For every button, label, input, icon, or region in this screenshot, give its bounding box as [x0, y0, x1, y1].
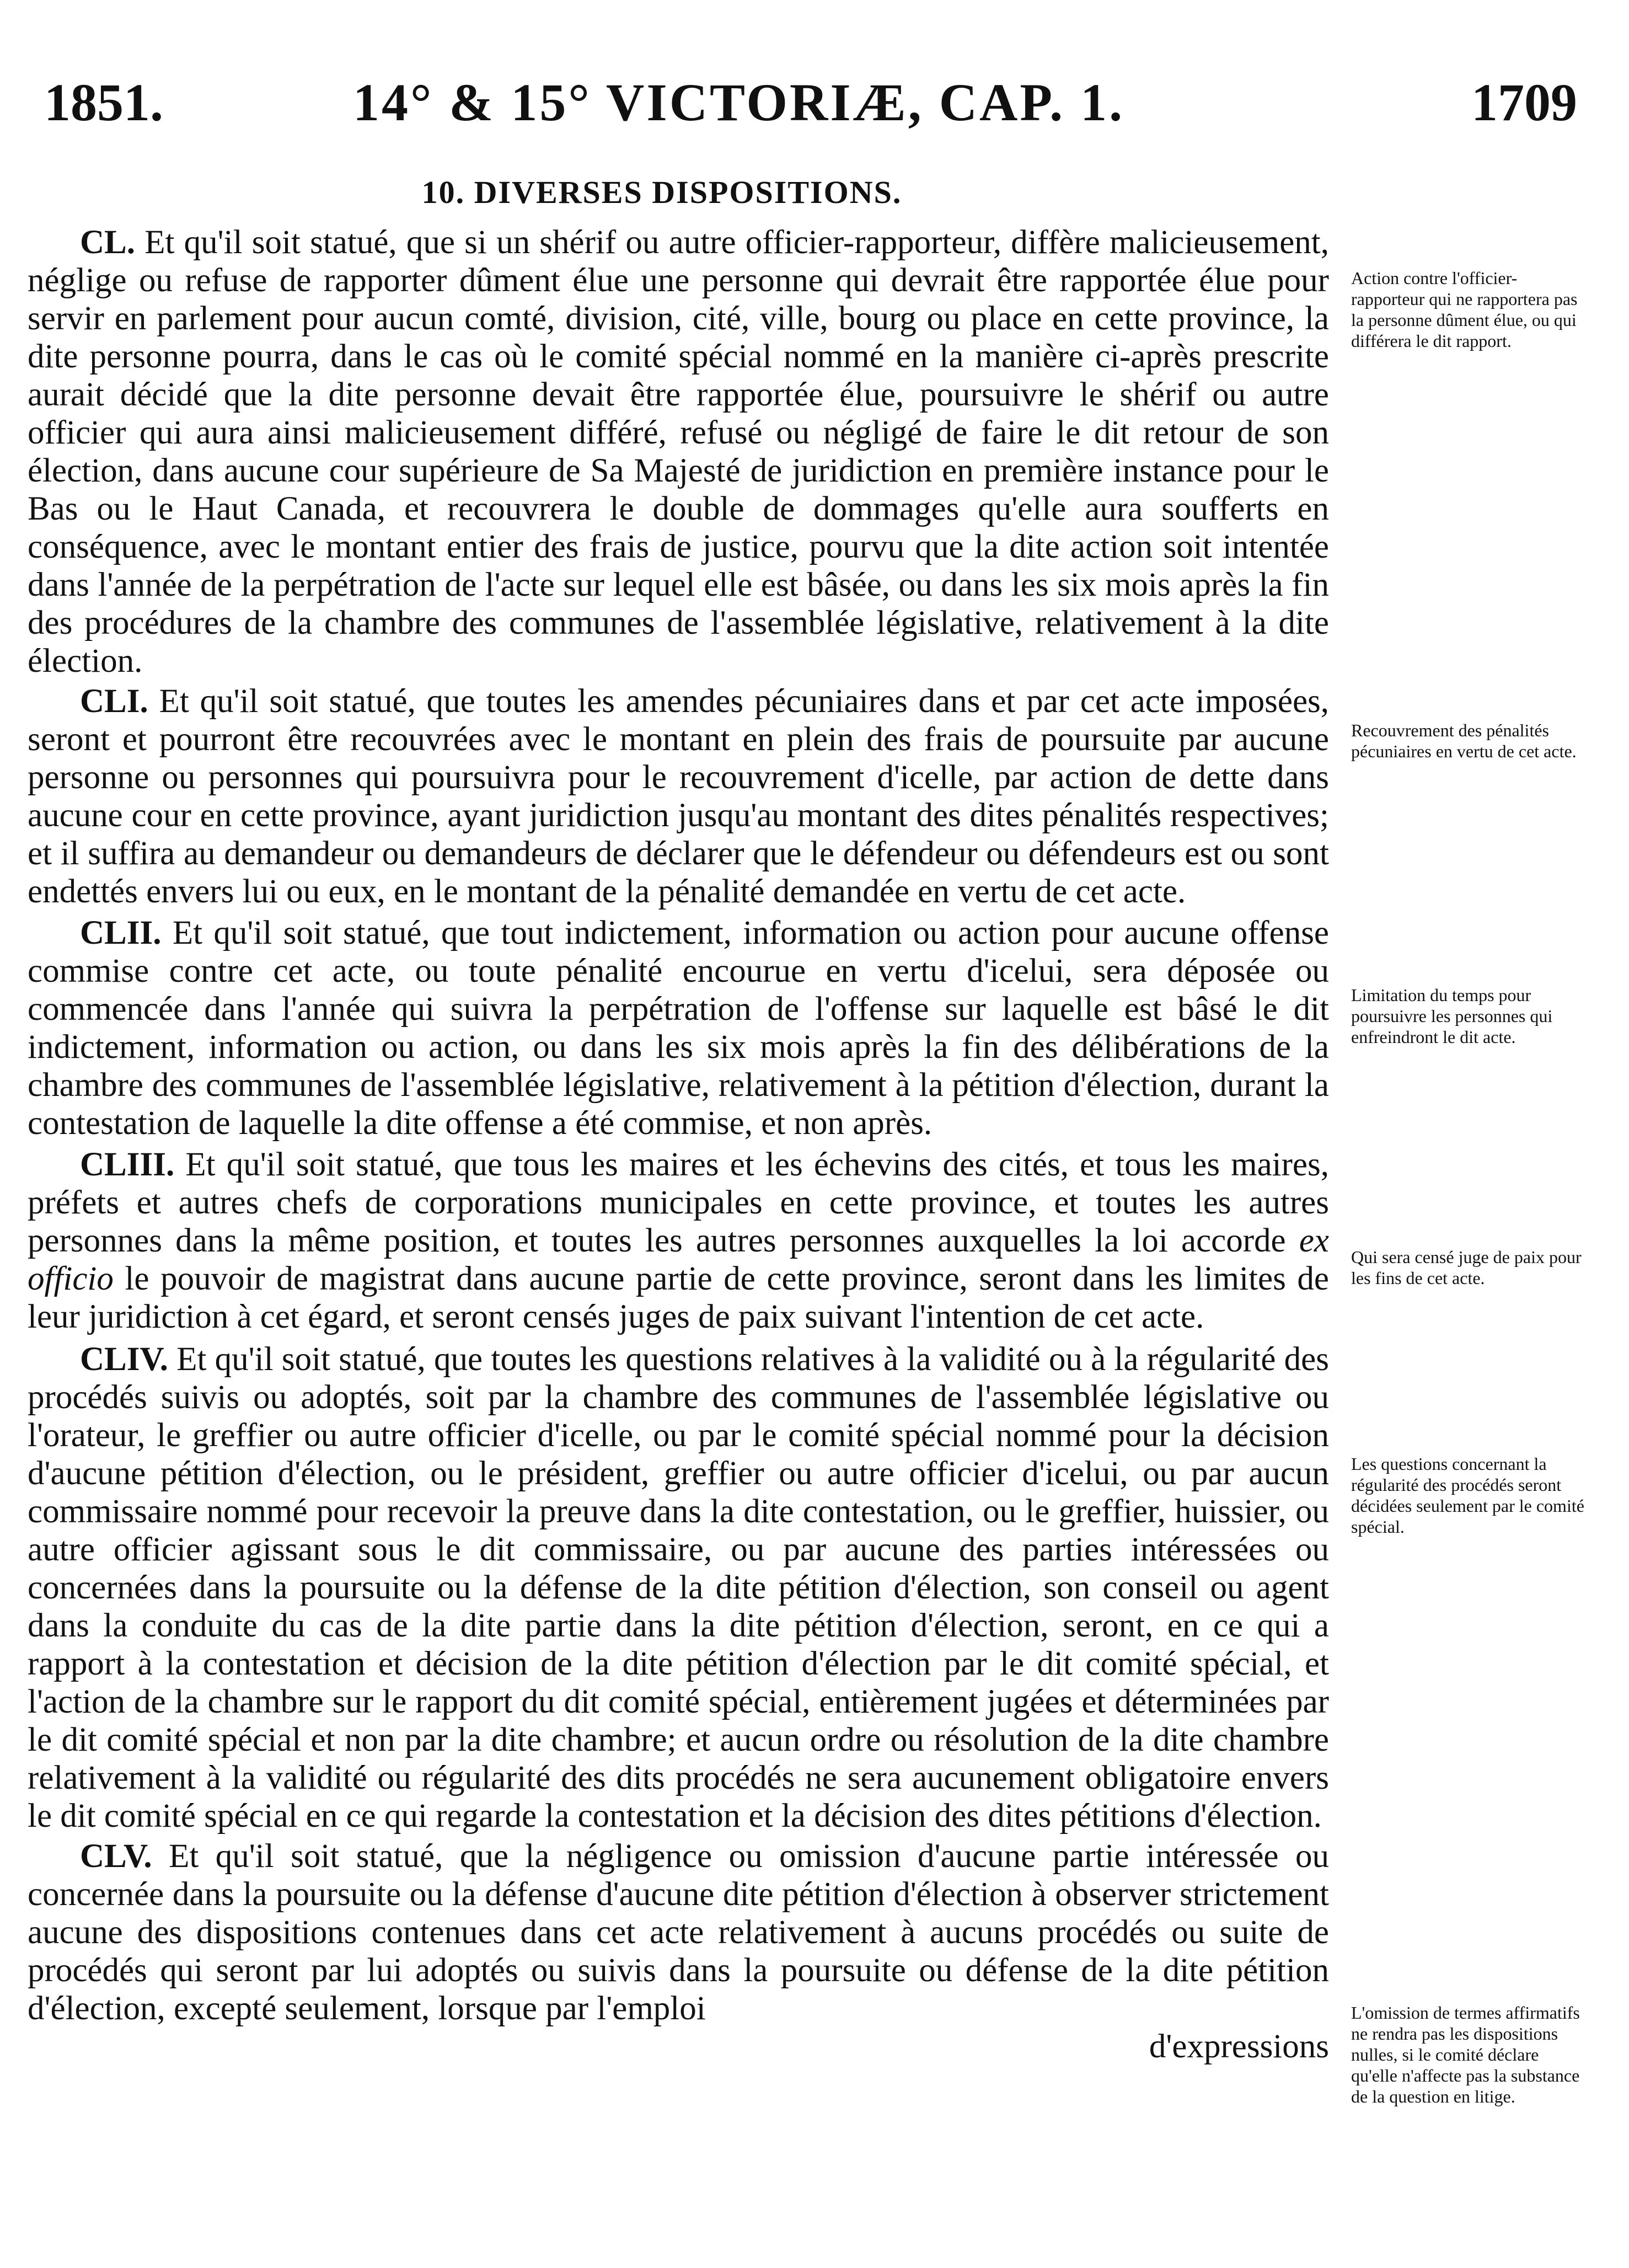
- paragraph-cli: [28, 682, 1329, 911]
- paragraph-text: Et qu'il soit statué, que la négligence ou omission d'aucune partie intéressée ou concernée dans la poursuite ou la défense d'aucune dite pétition d'élection à observer strictement aucune des dispositions contenues dans cet acte relativement à aucuns procédés ou suite de procédés qui seront par lui adoptés ou suivis dans la poursuite ou défense de la dite pétition d'élection, excepté seulement, lorsque par l'emploi: [28, 1838, 1329, 2027]
- header-year: 1851.: [44, 73, 163, 132]
- margin-notes: [1351, 0, 1588, 2268]
- margin-note: Limitation du temps pour poursuivre les personnes qui enfreindront le dit acte.: [1351, 985, 1553, 1047]
- paragraph-clii: [28, 914, 1329, 1142]
- margin-note: Les questions concernant la régularité des procédés seront décidées seulement par le comité spécial.: [1351, 1454, 1584, 1537]
- paragraph-number: CLIV.: [80, 1341, 168, 1378]
- paragraph-text: Et qu'il soit statué, que toutes les questions relatives à la validité ou à la régularité des procédés suivis ou adoptés, soit par la chambre des communes de l'assemblée législative ou l'orateur, le greffier ou autre officier d'icelle, ou par le comité spécial nommé pour la décision d'aucune pétition d'élection, ou le président, greffier ou autre officier d'icelui, ou par aucun commissaire nommé pour recevoir la preuve dans la dite contestation, ou le greffier, huissier, ou autre officier agissant sous le dit commissaire, ou par aucune des parties intéressées ou concernées dans la poursuite ou la défense de la dite pétition d'élection, son conseil ou agent dans la conduite du cas de la dite partie dans la dite pétition d'élection, seront, en ce qui a rapport à la contestation et décision de la dite pétition d'élection par le dit comité spécial, et l'action de la chambre sur le rapport du dit comité spécial, entièrement jugées et déterminées par le dit comité spécial et non par la dite chambre; et aucun ordre ou résolution de la dite chambre relativement à la validité ou régularité des dits procédés ne sera aucunement obligatoire envers le dit comité spécial en ce qui regarde la contestation et la décision des dites pétitions d'élection.: [28, 1341, 1330, 1834]
- margin-note: Qui sera censé juge de paix pour les fins de cet acte.: [1351, 1247, 1582, 1288]
- page-number: 1709: [1471, 73, 1577, 132]
- paragraph-number: CLV.: [80, 1838, 152, 1875]
- paragraph-text: Et qu'il soit statué, que toutes les amendes pécuniaires dans et par cet acte imposées, seront et pourront être recouvrées avec le montant en plein des frais de poursuite par aucune personne ou personnes qui poursuivra pour le recouvrement d'icelle, par action de dette dans aucune cour en cette province, ayant juridiction jusqu'au montant des dites pénalités respectives; et il suffira au demandeur ou demandeurs de déclarer que le défendeur ou défendeurs est ou sont endettés envers lui ou eux, en le montant de la pénalité demandée en vertu de cet acte.: [28, 683, 1330, 910]
- paragraph-text: Et qu'il soit statué, que si un shérif ou autre officier-rapporteur, diffère malicieusement, néglige ou refuse de rapporter dûment élue une personne qui devrait être rapportée élue pour servir en parlement pour aucun comté, division, cité, ville, bourg ou place en cette province, la dite personne pourra, dans le cas où le comité spécial nommé en la manière ci-après prescrite aurait décidé que la dite personne devait être rapportée élue, poursuivre le shérif ou autre officier qui aura ainsi malicieusement différé, refusé ou négligé de faire le dit retour de son élection, dans aucune cour supérieure de Sa Majesté de juridiction en première instance pour le Bas ou le Haut Canada, et recouvrera le double de dommages qu'elle aura soufferts en conséquence, avec le montant entier des frais de justice, pourvu que la dite action soit intentée dans l'année de la perpétration de l'acte sur lequel elle est bâsée, ou dans les six mois après la fin des procédures de la chambre des communes de l'assemblée législative, relativement à la dite élection.: [28, 224, 1330, 680]
- paragraph-text: le pouvoir de magistrat dans aucune partie de cette province, seront dans les limites de leur juridiction à cet égard, et seront censés juges de paix suivant l'intention de cet acte.: [28, 1260, 1329, 1335]
- main-text: [28, 223, 1329, 2066]
- paragraph-text: Et qu'il soit statué, que tout indictement, information ou action pour aucune offense commise contre cet acte, ou toute pénalité encourue en vertu d'icelui, sera déposée ou commencée dans l'année qui suivra la perpétration de l'offense sur laquelle est bâsé le dit indictement, information ou action, ou dans les six mois après la fin des délibérations de la chambre des communes de l'assemblée législative, relativement à la pétition d'élection, durant la contestation de laquelle la dite offense a été commise, et non après.: [28, 914, 1330, 1142]
- paragraph-italic-term: ex officio: [28, 1222, 1330, 1297]
- paragraph-number: CLI.: [80, 683, 148, 720]
- paragraph-cl: [28, 223, 1329, 680]
- paragraph-cliv: [28, 1340, 1329, 1835]
- paragraph-clv: [28, 1837, 1329, 2028]
- margin-note: Action contre l'officier-rapporteur qui ne rapportera pas la personne dûment élue, ou qui différera le dit rapport.: [1351, 268, 1578, 351]
- paragraph-number: CLII.: [80, 914, 162, 951]
- header-title: 14° & 15° VICTORIÆ, CAP. 1.: [353, 73, 1125, 132]
- running-header: [44, 72, 1577, 149]
- catchword: d'expressions: [1149, 2028, 1329, 2065]
- margin-note: L'omission de termes affirmatifs ne rendra pas les dispositions nulles, si le comité déclare qu'elle n'affecte pas la substance de la question en litige.: [1351, 2003, 1580, 2106]
- paragraph-text: Et qu'il soit statué, que tous les maires et les échevins des cités, et tous les maires, préfets et autres chefs de corporations municipales en cette province, et toutes les autres personnes dans la même position, et toutes les autres personnes auxquelles la loi accorde: [28, 1146, 1330, 1259]
- paragraph-cliii: [28, 1146, 1329, 1336]
- paragraph-number: CLIII.: [80, 1146, 175, 1183]
- paragraph-number: CL.: [80, 224, 135, 261]
- section-title: 10. DIVERSES DISPOSITIONS.: [421, 174, 902, 210]
- margin-note: Recouvrement des pénalités pécuniaires en vertu de cet acte.: [1351, 720, 1577, 761]
